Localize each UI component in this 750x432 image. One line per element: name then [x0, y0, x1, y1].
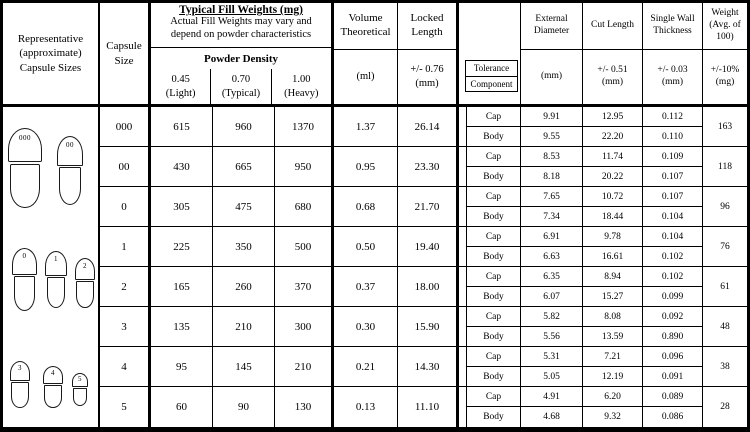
- capsule-size-row: [100, 267, 747, 307]
- single-wall-unit: (mm): [661, 77, 684, 87]
- cap-row-label: Cap: [467, 307, 520, 327]
- body-external-diameter: 4.68: [543, 412, 560, 422]
- cell-locked-length: 21.70: [398, 187, 459, 226]
- body-cut-length: 18.44: [601, 211, 624, 222]
- cell-external-diameter: [521, 227, 583, 266]
- cell-capsule-size: 00: [100, 147, 151, 186]
- cell-locked-length: 14.30: [398, 347, 459, 386]
- cell-capsule-size: 1: [100, 227, 151, 266]
- cell-fill-weight-heavy: 300: [275, 307, 334, 346]
- capsule-label: 000: [19, 133, 31, 142]
- external-diameter-unit: (mm): [540, 71, 563, 82]
- cell-cut-length: [583, 347, 643, 386]
- header-line: External: [535, 14, 568, 25]
- cell-fill-weight-typical: 145: [213, 347, 275, 386]
- cell-fill-weight-heavy: 130: [275, 387, 334, 427]
- cell-fill-weight-light: 225: [151, 227, 213, 266]
- capsule-drawing-000: [8, 128, 42, 208]
- body-external-diameter: 5.56: [543, 331, 560, 342]
- locked-length-unit: (mm): [415, 78, 439, 89]
- weight-tolerance: +/-10%: [710, 65, 740, 76]
- cap-external-diameter: 7.65: [521, 187, 582, 207]
- cell-wall-thickness: [643, 107, 703, 146]
- cell-tolerance-component: [459, 347, 521, 386]
- cell-fill-weight-typical: 90: [213, 387, 275, 427]
- cell-external-diameter: [521, 347, 583, 386]
- cap-row-label: Cap: [467, 147, 520, 167]
- cap-row-label: Cap: [467, 267, 520, 287]
- cap-cut-length: 8.94: [583, 267, 642, 287]
- powder-density-label: Powder Density: [203, 52, 279, 65]
- weight-unit: (mg): [715, 77, 735, 87]
- body-external-diameter: 7.34: [543, 211, 560, 222]
- capsule-drawing-3: [10, 361, 30, 408]
- fill-weights-title: Typical Fill Weights (mg): [179, 4, 303, 16]
- cell-fill-weight-typical: 665: [213, 147, 275, 186]
- cell-volume-theoretical: 0.50: [334, 227, 398, 266]
- body-cut-length: 13.59: [601, 331, 624, 342]
- header-representative-capsule-sizes: [3, 3, 100, 104]
- single-wall-tolerance: +/- 0.03: [657, 65, 688, 76]
- cell-locked-length: 15.90: [398, 307, 459, 346]
- cell-fill-weight-light: 615: [151, 107, 213, 146]
- cell-locked-length: 23.30: [398, 147, 459, 186]
- body-external-diameter: 6.63: [543, 251, 560, 262]
- body-wall-thickness: 0.086: [661, 412, 684, 422]
- header-line: Volume: [348, 12, 383, 25]
- tolerance-label: Tolerance: [466, 61, 517, 77]
- capsule-body-shape: [47, 277, 66, 308]
- capsule-drawing-0: [12, 248, 37, 311]
- body-row-label: Body: [483, 412, 504, 422]
- capsule-size-row: [100, 307, 747, 347]
- cell-fill-weight-light: 95: [151, 347, 213, 386]
- cap-row-label: Cap: [467, 227, 520, 247]
- body-row-label: Body: [483, 331, 504, 342]
- header-volume-theoretical: [334, 3, 398, 104]
- header-line: Weight: [711, 8, 739, 19]
- capsule-body-shape: [76, 281, 93, 309]
- capsule-body-shape: [44, 385, 61, 408]
- header-line: Capsule: [106, 40, 142, 53]
- cell-weight-avg: 48: [720, 321, 730, 332]
- table-body: [3, 107, 747, 427]
- capsule-drawing-00: [57, 136, 83, 205]
- capsule-illustrations: [3, 107, 100, 427]
- capsule-label: 4: [51, 368, 55, 377]
- cap-row-label: Cap: [467, 187, 520, 207]
- body-row-label: Body: [483, 171, 504, 182]
- cell-capsule-size: 4: [100, 347, 151, 386]
- cell-tolerance-component: [459, 307, 521, 346]
- body-wall-thickness: 0.099: [661, 291, 684, 302]
- cell-cut-length: [583, 307, 643, 346]
- cap-cut-length: 8.08: [583, 307, 642, 327]
- capsule-label: 1: [54, 254, 58, 263]
- body-wall-thickness: 0.104: [661, 211, 684, 222]
- cell-external-diameter: [521, 107, 583, 146]
- body-external-diameter: 5.05: [543, 371, 560, 382]
- header-capsule-size: [100, 3, 151, 104]
- capsule-label: 00: [66, 140, 74, 149]
- header-line: Size: [114, 54, 134, 67]
- header-fill-weights-group: [151, 3, 334, 104]
- cap-wall-thickness: 0.092: [643, 307, 702, 327]
- cap-row-label: Cap: [467, 387, 520, 407]
- cell-weight-avg: 76: [720, 241, 730, 252]
- cell-external-diameter: [521, 147, 583, 186]
- cell-cut-length: [583, 147, 643, 186]
- density-typical-header: [211, 69, 271, 104]
- cell-wall-thickness: [643, 387, 703, 427]
- cell-fill-weight-heavy: 210: [275, 347, 334, 386]
- cell-volume-theoretical: 0.95: [334, 147, 398, 186]
- capsule-label: 5: [78, 375, 82, 384]
- capsule-size-row: [100, 347, 747, 387]
- cell-capsule-size: 000: [100, 107, 151, 146]
- density-heavy-header: [272, 69, 331, 104]
- header-cut-length: [583, 3, 643, 104]
- cell-fill-weight-light: 135: [151, 307, 213, 346]
- cell-fill-weight-typical: 260: [213, 267, 275, 306]
- density-label: (Heavy): [284, 87, 319, 99]
- capsule-body-shape: [14, 276, 36, 311]
- cell-volume-theoretical: 0.30: [334, 307, 398, 346]
- cap-wall-thickness: 0.112: [643, 107, 702, 127]
- cap-external-diameter: 5.31: [521, 347, 582, 367]
- cap-external-diameter: 6.91: [521, 227, 582, 247]
- body-wall-thickness: 0.102: [661, 251, 684, 262]
- cell-wall-thickness: [643, 267, 703, 306]
- header-line: Length: [411, 26, 443, 38]
- cell-fill-weight-typical: 210: [213, 307, 275, 346]
- cap-cut-length: 12.95: [583, 107, 642, 127]
- capsule-body-shape: [59, 167, 81, 205]
- cap-cut-length: 10.72: [583, 187, 642, 207]
- header-line: (approximate): [19, 47, 82, 60]
- cell-capsule-size: 0: [100, 187, 151, 226]
- cell-weight-avg: 96: [720, 201, 730, 212]
- cell-wall-thickness: [643, 307, 703, 346]
- cell-fill-weight-heavy: 1370: [275, 107, 334, 146]
- cell-wall-thickness: [643, 227, 703, 266]
- cell-capsule-size: 5: [100, 387, 151, 427]
- capsule-size-row: [100, 187, 747, 227]
- cell-fill-weight-heavy: 950: [275, 147, 334, 186]
- cell-external-diameter: [521, 187, 583, 226]
- density-label: (Typical): [221, 87, 261, 99]
- cell-tolerance-component: [459, 187, 521, 226]
- body-external-diameter: 6.07: [543, 291, 560, 302]
- capsule-size-row: [100, 227, 747, 267]
- cell-locked-length: 11.10: [398, 387, 459, 427]
- capsule-body-shape: [11, 382, 28, 408]
- cell-fill-weight-light: 430: [151, 147, 213, 186]
- cap-external-diameter: 6.35: [521, 267, 582, 287]
- cap-wall-thickness: 0.107: [643, 187, 702, 207]
- header-single-wall-thickness: [643, 3, 703, 104]
- cell-tolerance-component: [459, 147, 521, 186]
- body-wall-thickness: 0.091: [661, 371, 684, 382]
- cell-weight-avg: 28: [720, 402, 730, 412]
- header-line: Capsule Sizes: [19, 61, 82, 74]
- cap-external-diameter: 4.91: [521, 387, 582, 407]
- body-external-diameter: 8.18: [543, 171, 560, 182]
- cell-fill-weight-typical: 960: [213, 107, 275, 146]
- cell-fill-weight-heavy: 500: [275, 227, 334, 266]
- body-row-label: Body: [483, 291, 504, 302]
- cell-external-diameter: [521, 387, 583, 427]
- cap-wall-thickness: 0.102: [643, 267, 702, 287]
- cap-external-diameter: 5.82: [521, 307, 582, 327]
- cap-cut-length: 7.21: [583, 347, 642, 367]
- capsule-drawing-4: [43, 366, 63, 408]
- cell-weight-avg: 163: [717, 121, 733, 132]
- cell-wall-thickness: [643, 187, 703, 226]
- fill-weights-note-line2: depend on powder characteristics: [170, 28, 312, 40]
- header-line: Cut Length: [590, 20, 634, 31]
- body-cut-length: 15.27: [601, 291, 624, 302]
- body-wall-thickness: 0.890: [661, 331, 684, 342]
- cell-tolerance-component: [459, 267, 521, 306]
- body-wall-thickness: 0.110: [661, 131, 684, 142]
- body-cut-length: 16.61: [601, 251, 624, 262]
- cell-cut-length: [583, 107, 643, 146]
- cell-volume-theoretical: 0.21: [334, 347, 398, 386]
- body-row-label: Body: [483, 251, 504, 262]
- header-line: Representative: [17, 33, 84, 46]
- tolerance-component-box: [465, 60, 518, 92]
- cell-fill-weight-typical: 350: [213, 227, 275, 266]
- density-label: (Light): [165, 87, 196, 99]
- cell-tolerance-component: [459, 387, 521, 427]
- locked-length-tolerance: +/- 0.76: [410, 64, 444, 76]
- cell-weight-avg: 118: [718, 161, 732, 172]
- cell-external-diameter: [521, 307, 583, 346]
- cell-fill-weight-heavy: 680: [275, 187, 334, 226]
- cell-capsule-size: 3: [100, 307, 151, 346]
- body-wall-thickness: 0.107: [661, 171, 684, 182]
- fill-weights-note-line1: Actual Fill Weights may vary and: [170, 16, 312, 27]
- cell-volume-theoretical: 0.68: [334, 187, 398, 226]
- cap-wall-thickness: 0.109: [643, 147, 702, 167]
- cell-volume-theoretical: 0.13: [334, 387, 398, 427]
- cell-tolerance-component: [459, 107, 521, 146]
- cell-fill-weight-light: 165: [151, 267, 213, 306]
- cell-fill-weight-heavy: 370: [275, 267, 334, 306]
- cell-locked-length: 19.40: [398, 227, 459, 266]
- cell-locked-length: 26.14: [398, 107, 459, 146]
- cap-wall-thickness: 0.104: [643, 227, 702, 247]
- component-label: Component: [470, 78, 513, 89]
- cap-row-label: Cap: [467, 347, 520, 367]
- body-row-label: Body: [483, 371, 504, 382]
- capsule-size-row: [100, 107, 747, 147]
- body-external-diameter: 9.55: [543, 131, 560, 142]
- cut-length-tolerance: +/- 0.51: [597, 65, 628, 76]
- cell-fill-weight-typical: 475: [213, 187, 275, 226]
- body-cut-length: 22.20: [601, 131, 624, 142]
- body-row-label: Body: [483, 131, 504, 142]
- density-light-header: [151, 69, 211, 104]
- capsule-label: 2: [83, 261, 87, 270]
- powder-density-columns: [151, 69, 331, 104]
- header-external-diameter: [521, 3, 583, 104]
- fill-weights-heading: [151, 3, 331, 48]
- cell-cut-length: [583, 387, 643, 427]
- header-line: Theoretical: [340, 26, 391, 38]
- density-value: 0.70: [231, 74, 251, 86]
- cell-cut-length: [583, 227, 643, 266]
- header-weight-avg: [703, 3, 747, 104]
- header-tolerance-component: [459, 3, 521, 104]
- cell-capsule-size: 2: [100, 267, 151, 306]
- cut-length-unit: (mm): [601, 77, 624, 87]
- capsule-body-shape: [10, 164, 39, 208]
- header-line: 100): [716, 31, 734, 42]
- capsule-drawing-1: [45, 251, 67, 308]
- capsule-drawing-5: [72, 373, 88, 406]
- capsule-body-shape: [73, 388, 87, 406]
- header-line: Locked: [410, 12, 444, 25]
- cell-fill-weight-light: 305: [151, 187, 213, 226]
- capsule-size-row: [100, 147, 747, 187]
- cell-tolerance-component: [459, 227, 521, 266]
- body-cut-length: 9.32: [604, 412, 621, 422]
- body-row-label: Body: [483, 211, 504, 222]
- cell-fill-weight-light: 60: [151, 387, 213, 427]
- cell-volume-theoretical: 1.37: [334, 107, 398, 146]
- cell-external-diameter: [521, 267, 583, 306]
- cap-wall-thickness: 0.096: [643, 347, 702, 367]
- header-line: Thickness: [653, 26, 692, 36]
- body-cut-length: 20.22: [601, 171, 624, 182]
- cell-wall-thickness: [643, 347, 703, 386]
- header-line: Diameter: [533, 26, 570, 36]
- table-header: [3, 3, 747, 107]
- cell-cut-length: [583, 187, 643, 226]
- cap-external-diameter: 9.91: [521, 107, 582, 127]
- cap-cut-length: 11.74: [583, 147, 642, 167]
- table-body-rows: [100, 107, 747, 427]
- header-locked-length: [398, 3, 459, 104]
- density-value: 1.00: [292, 74, 311, 86]
- capsule-label: 3: [18, 364, 22, 373]
- density-value: 0.45: [171, 74, 190, 86]
- capsule-label: 0: [22, 252, 27, 261]
- body-cut-length: 12.19: [601, 371, 624, 382]
- volume-unit: (ml): [356, 71, 375, 83]
- cell-cut-length: [583, 267, 643, 306]
- cap-cut-length: 6.20: [583, 387, 642, 407]
- header-line: (Avg. of: [709, 20, 741, 31]
- capsule-size-row: [100, 387, 747, 427]
- cap-external-diameter: 8.53: [521, 147, 582, 167]
- capsule-drawing-2: [75, 258, 95, 308]
- cell-volume-theoretical: 0.37: [334, 267, 398, 306]
- header-line: Single Wall: [650, 14, 695, 25]
- cap-cut-length: 9.78: [583, 227, 642, 247]
- cell-weight-avg: 61: [720, 281, 730, 292]
- cell-locked-length: 18.00: [398, 267, 459, 306]
- cap-wall-thickness: 0.089: [643, 387, 702, 407]
- cell-wall-thickness: [643, 147, 703, 186]
- cell-weight-avg: 38: [720, 361, 730, 372]
- cap-row-label: Cap: [467, 107, 520, 127]
